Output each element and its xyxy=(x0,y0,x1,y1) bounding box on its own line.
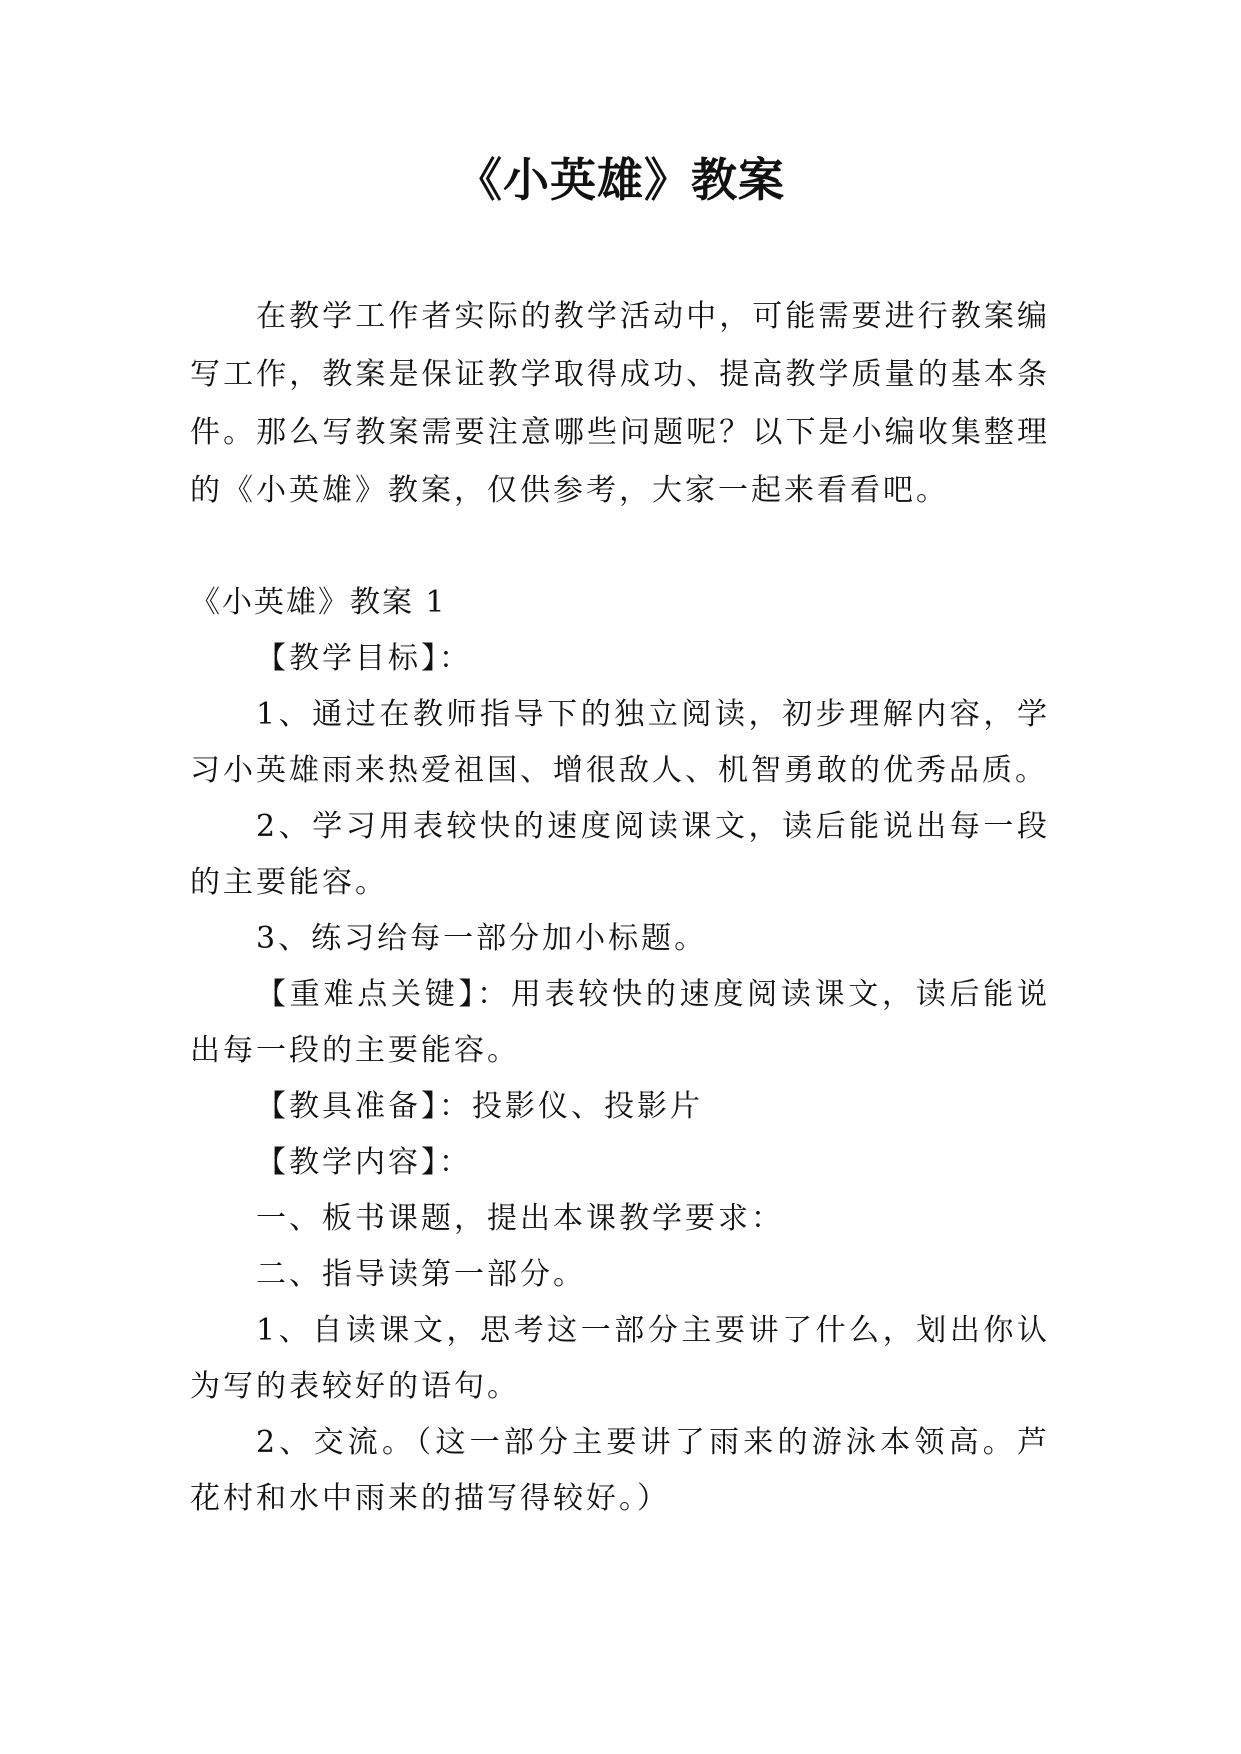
goal-item-1: 1、通过在教师指导下的独立阅读，初步理解内容，学习小英雄雨来热爱祖国、增很敌人、机智勇敢的优秀品质。 xyxy=(190,697,1050,788)
document-title: 《小英雄》教案 xyxy=(456,153,785,207)
step-1: 一、板书课题，提出本课教学要求： xyxy=(256,1201,784,1236)
key-points-paragraph: 【重难点关键】：用表较快的速度阅读课文，读后能说出每一段的主要能容。 xyxy=(190,977,1050,1068)
step-2-item-1: 1、自读课文，思考这一部分主要讲了什么，划出你认为写的表较好的语句。 xyxy=(190,1313,1050,1404)
intro-paragraph: 在教学工作者实际的教学活动中，可能需要进行教案编写工作，教案是保证教学取得成功、提高教学质量的基本条件。那么写教案需要注意哪些问题呢？以下是小编收集整理的《小英雄》教案，仅供参考，大家一起来看看吧。 xyxy=(190,299,1050,508)
teaching-content-heading: 【教学内容】： xyxy=(256,1145,472,1180)
lesson-section xyxy=(190,575,1050,1527)
materials-paragraph: 【教具准备】：投影仪、投影片 xyxy=(256,1089,703,1124)
goal-item-3: 3、练习给每一部分加小标题。 xyxy=(256,921,708,956)
goal-item-2: 2、学习用表较快的速度阅读课文，读后能说出每一段的主要能容。 xyxy=(190,809,1050,900)
step-2-item-2: 2、交流。（这一部分主要讲了雨来的游泳本领高。芦花村和水中雨来的描写得较好。） xyxy=(190,1425,1050,1516)
section-heading: 《小英雄》教案 1 xyxy=(190,585,447,620)
step-2: 二、指导读第一部分。 xyxy=(256,1257,586,1292)
teaching-goals-heading: 【教学目标】： xyxy=(256,641,472,676)
